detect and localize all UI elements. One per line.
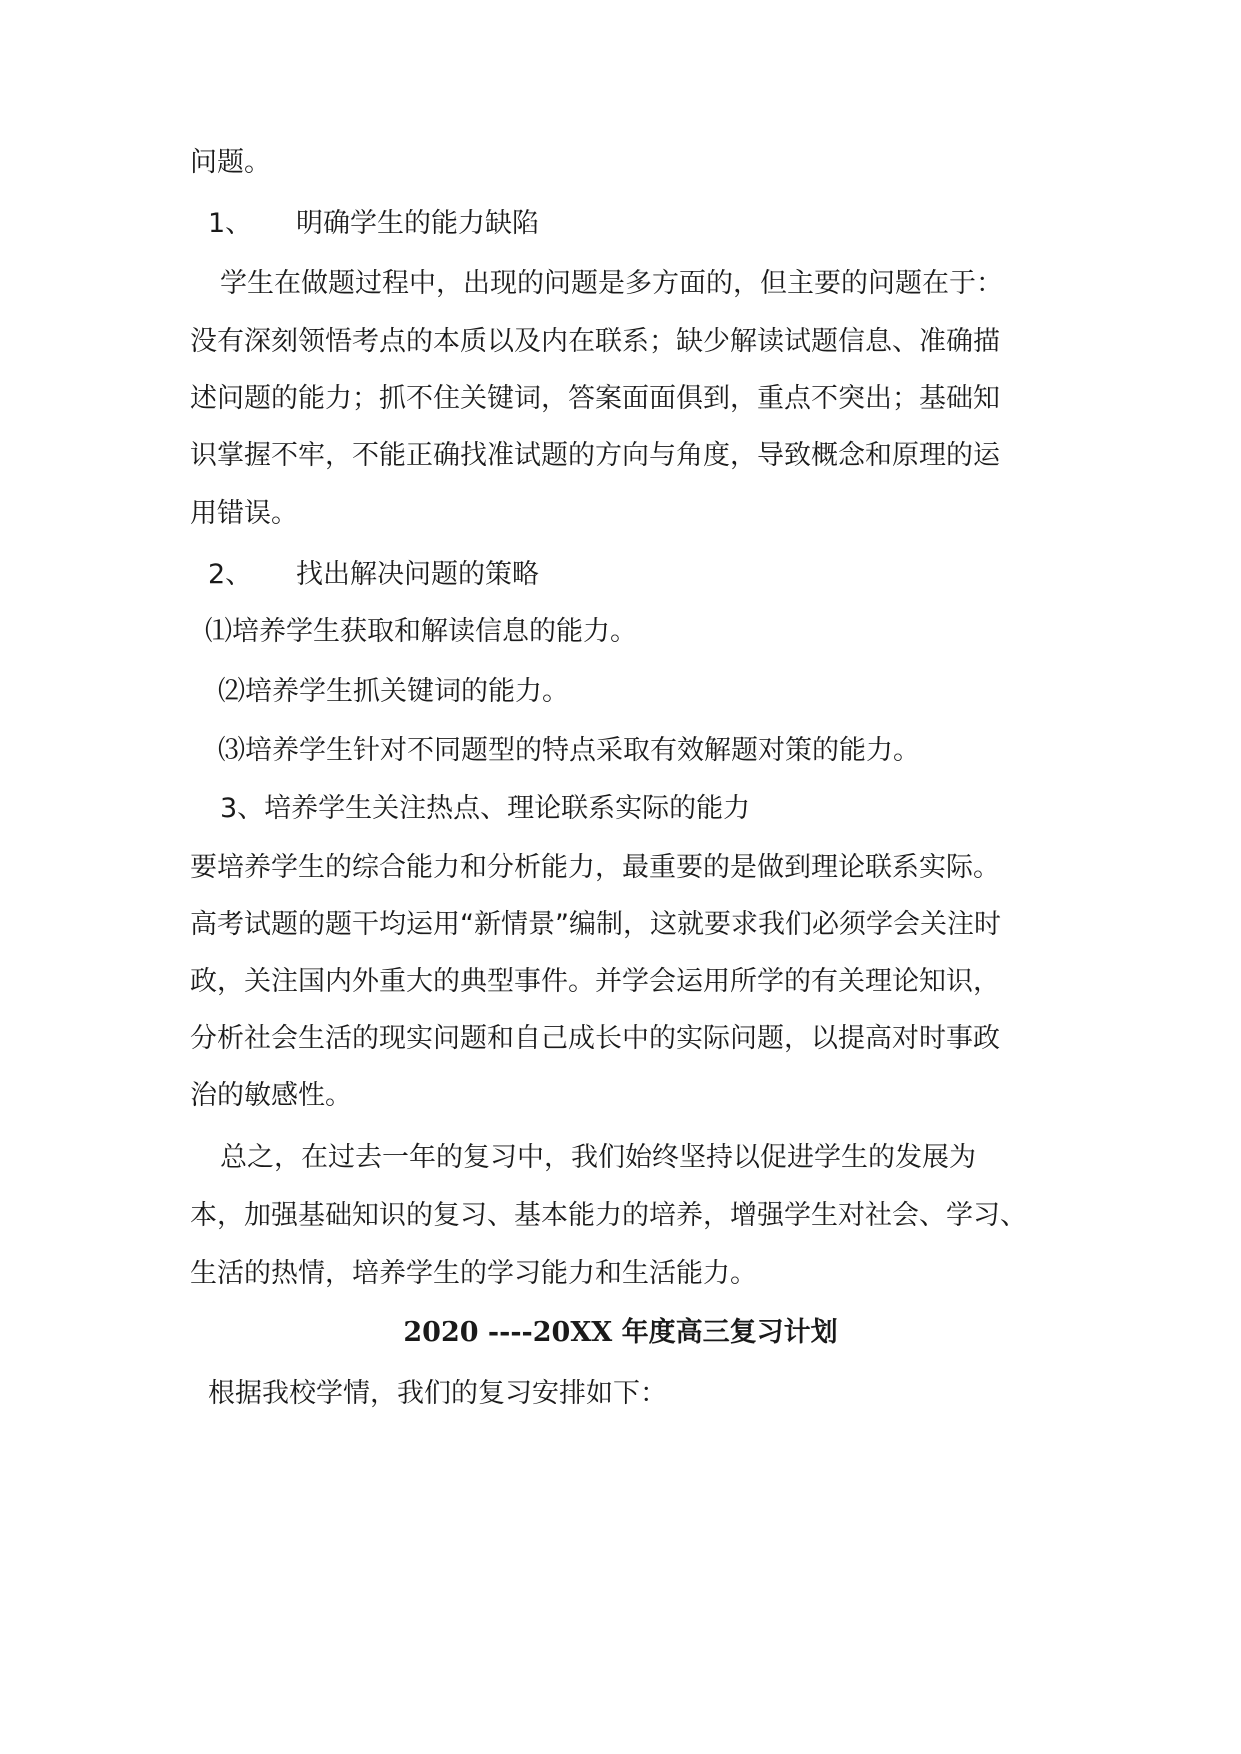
paragraph-line: 没有深刻领悟考点的本质以及内在联系；缺少解读试题信息、准确描 (190, 326, 1000, 357)
paragraph-line: 识掌握不牢，不能正确找准试题的方向与角度，导致概念和原理的运 (190, 440, 1000, 471)
paragraph-line: 治的敏感性。 (190, 1080, 352, 1111)
heading-text: 明确学生的能力缺陷 (296, 208, 539, 239)
strategy-item-1: ⑴培养学生获取和解读信息的能力。 (205, 616, 637, 647)
plan-title: 2020 ----20XX 年度高三复习计划 (403, 1317, 838, 1348)
paragraph-line: 要培养学生的综合能力和分析能力，最重要的是做到理论联系实际。 (190, 852, 1000, 883)
strategy-item-2: ⑵培养学生抓关键词的能力。 (218, 676, 569, 707)
heading-text: 找出解决问题的策略 (296, 559, 539, 590)
paragraph-line: 生活的热情，培养学生的学习能力和生活能力。 (190, 1258, 757, 1289)
paragraph-line: 用错误。 (190, 498, 298, 529)
paragraph-line: 本，加强基础知识的复习、基本能力的培养，增强学生对社会、学习、 (190, 1200, 1027, 1231)
paragraph-line: 总之，在过去一年的复习中，我们始终坚持以促进学生的发展为 (220, 1142, 976, 1173)
heading-number: 2、 (208, 559, 253, 590)
text-line: 问题。 (190, 147, 271, 178)
section-heading-1 (208, 206, 539, 242)
paragraph-line: 分析社会生活的现实问题和自己成长中的实际问题，以提高对时事政 (190, 1023, 1000, 1054)
paragraph-line: 根据我校学情，我们的复习安排如下： (208, 1378, 667, 1409)
strategy-item-3: ⑶培养学生针对不同题型的特点采取有效解题对策的能力。 (218, 735, 920, 766)
section-heading-2 (208, 557, 539, 593)
paragraph-line: 学生在做题过程中，出现的问题是多方面的，但主要的问题在于： (220, 268, 1003, 299)
section-heading-3: 3、培养学生关注热点、理论联系实际的能力 (220, 793, 751, 824)
paragraph-line: 述问题的能力；抓不住关键词，答案面面俱到，重点不突出；基础知 (190, 383, 1000, 414)
paragraph-line: 高考试题的题干均运用“新情景”编制，这就要求我们必须学会关注时 (190, 909, 1001, 940)
paragraph-line: 政，关注国内外重大的典型事件。并学会运用所学的有关理论知识， (190, 966, 1000, 997)
heading-number: 1、 (208, 208, 253, 239)
